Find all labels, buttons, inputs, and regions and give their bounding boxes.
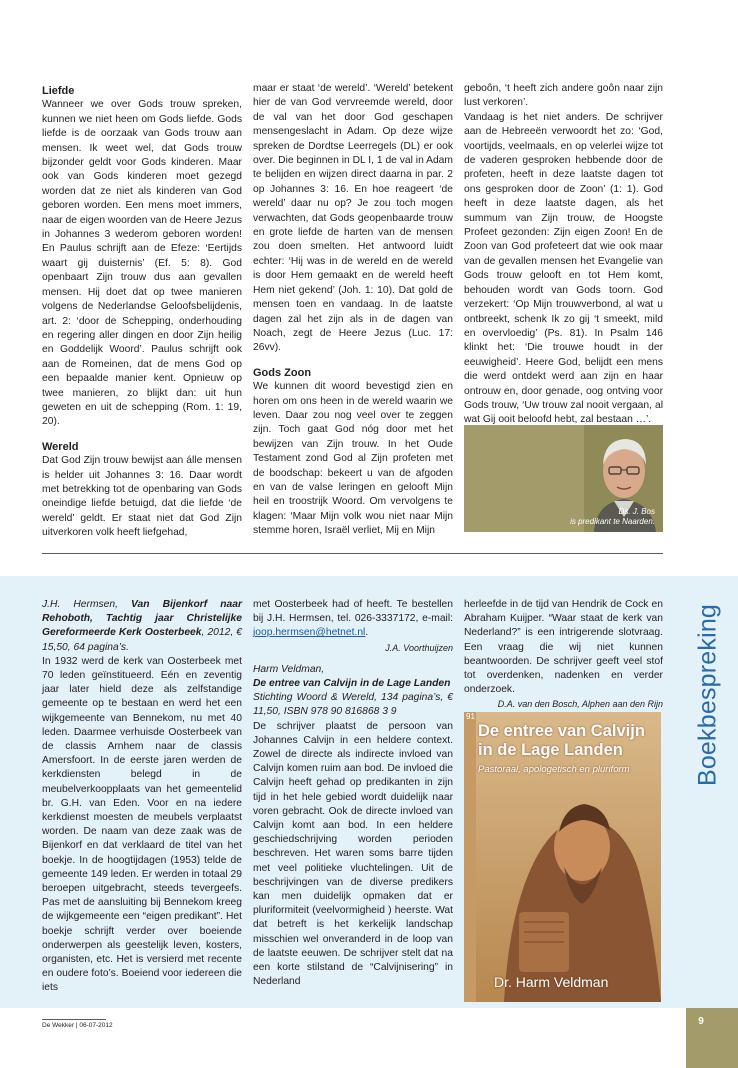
review-1-pubinfo: , 2012, € 15,50, 64 pagina’s. <box>42 627 242 653</box>
article-column-2 <box>253 82 453 539</box>
review-column-2 <box>253 598 453 989</box>
review-2-signature: D.A. van den Bosch, Alphen aan den Rijn <box>497 699 663 710</box>
paragraph-continued: geboôn, ‘t heeft zich andere goôn naar zijn lust verkoren’. <box>464 83 663 109</box>
review-1-signature: J.A. Voorthuijzen <box>385 642 453 653</box>
paragraph-liefde: Wanneer we over Gods trouw spreken, kunnen we niet heen om Gods liefde. Gods liefde is de oorzaak van Gods trouw aan mensen. Ik weet wel, dat Gods trouw bijzonder geldt voor Gods kinderen. Maar ook van Gods kinderen moet gezegd worden dat ze niet als kinderen van God geboren worden. Een mens moet immers, naar de eigen woorden van de Heere Jezus in Johannes 3 wederom geboren worden! En Paulus schrijft aan de Efeze: ‘Eertijds waart gij duisternis’ (Ef. 5: 8). God openbaart Zijn trouw dus aan gevallen mensen. Hij doet dat op twee manieren volgens de Nederlandse Geloofsbelijdenis, art. 2: ‘door de Schepping, onderhouding en regering aller dingen en door Zijn heilig en Goddelijk Woord’. Paulus schrijft ook aan de Romeinen, dat de mens God op een bepaalde manier kent. Opnieuw op twee manieren, zo blijkt dan: uit hun geweten en uit de schepping (Rom. 1: 19, 20). <box>42 99 242 428</box>
review-2-body: De schrijver plaatst de persoon van Johannes Calvijn in een heldere context. Zowel de directe als indirecte invloed van Calvijn komen ruim aan bod. De invloed die Calvijn heeft gehad op predikanten in zijn tijd in het hele gebied wordt duidelijk naar voren gebracht. Ook de directe invloed van Calvijn komt aan bod. In een heldere geschiedschrijving worden perioden beschreven. Het waren soms barre tijden met veel politieke vluchtelingen. Uit de beschrijvingen van de diverse predikers kan men duidelijk opmaken dat er pluriformiteit (veelvormigheid ) heerste. Wat dat betreft is het kerkelijk landschap misschien wel onveranderd in de loop van de laatste eeuwen. De schrijver stelt dat na een korte stilstand de “Calvijnisering” in Nederland <box>253 720 453 988</box>
page-number-box <box>686 1008 738 1068</box>
paragraph-wereld-continued: maar er staat ‘de wereld’. ‘Wereld’ betekent hier de van God vervreemde wereld, door de val van het door God geschapen mensengeslacht in Adam. Op deze wijze spreken de Dordtse Leerregels (DL) er ook over. Die beginnen in DL I, 1 de val in Adam te belijden en wijzen direct daarna in par. 2 op Johannes 3: 16. En hoe reageert ‘de wereld’ daar nu op? Je zou toch mogen verwachten, dat Gods geopenbaarde trouw en grote liefde de harten van de mensen zou doen smelten. Het antwoord luidt echter: ‘Hij was in de wereld en de wereld is door Hem gemaakt en de wereld heeft Hem niet gekend’ (Joh. 1: 10). Dat gold de mensen toen en vandaag. In de laatste dagen zal het zijn als in de dagen van Noach, zegt de Heere Jezus (Luc. 17: 26vv). <box>253 83 453 354</box>
heading-gods-zoon: Gods Zoon <box>253 366 312 379</box>
review-1-title: Van Bijenkorf naar Rehoboth, Tachtig jaar Christelijke Gereformeerde Kerk Oosterbeek <box>42 599 242 639</box>
review-1-heading <box>42 598 242 655</box>
review-column-1 <box>42 598 242 996</box>
review-2-body-continued: herleefde in de tijd van Hendrik de Cock en Abraham Kuijper. “Waar staat de kerk van Nederland?” is een intrigerende slotvraag. Een vraag die wij niet kunnen beantwoorden. De schrijver geeft veel stof tot overdenken, nadenken en verder onderzoek. <box>464 599 663 696</box>
article-column-3 <box>464 82 663 428</box>
review-1-order-end: . <box>365 627 369 639</box>
page-number: 9 <box>698 1016 704 1027</box>
review-2-author: Harm Veldman, <box>253 663 325 675</box>
book-cover-title: De entree van Calvijn in de Lage Landen <box>478 722 645 759</box>
photo-caption <box>570 507 655 527</box>
book-cover-author: Dr. Harm Veldman <box>494 974 609 990</box>
book-cover <box>464 712 661 1002</box>
heading-wereld: Wereld <box>42 440 79 453</box>
section-label-text: Boekbespreking <box>693 603 722 787</box>
review-1-body: In 1932 werd de kerk van Oosterbeek met 70 leden geïnstitueerd. Eén en zeventig jaar later hield deze als zelfstandige gemeente op te bestaan en werd het een wijkgemeente van Bennekom, nu met 40 leden. Daarmee verhuisde Oosterbeek van de classis Arnhem naar de classis Amersfoort. In de eerste jaren werden de kerkdiensten belegd in de meubelverkoopplaats van het gemeentelid br. G.H. van Eden. Voor en na iedere kerkdienst moesten de meubels verplaatst worden. De naam van deze zaak was de Bijenkorf en dat verklaard de titel van het boekje. In de hoogtijdagen (1953) telde de gemeente 149 leden. Er werden in totaal 29 beroepen uitgebracht, steeds tevergeefs. Pas met de aansluiting bij Bennekom kreeg de wijkgemeente een “eigen predikant”. Het boekje schrijft verder over boeiende onderwerpen als geestelijk leven, kosters, organisten, etc. Het is versierd met recente en oudere foto’s. Boeiend voor iedereen die iets <box>42 655 242 994</box>
footer-publication: De Wekker | 06-07-2012 <box>42 1022 113 1029</box>
review-2-pubinfo: Stichting Woord & Wereld, 134 pagina’s, € 11,50, ISBN 978 90 816868 3 9 <box>253 692 453 718</box>
book-series-number: 91 <box>466 712 475 721</box>
review-2-title: De entree van Calvijn in de Lage Landen <box>253 678 451 690</box>
footer-divider <box>42 1019 106 1020</box>
photo-caption-role: is predikant te Naarden. <box>570 517 655 526</box>
review-column-3 <box>464 598 663 712</box>
photo-caption-name: Ds. J. Bos <box>618 507 655 516</box>
heading-liefde: Liefde <box>42 85 75 97</box>
paragraph-hebreeen: Vandaag is het niet anders. De schrijver aan de Hebreeën verwoordt het zo: ‘God, voortijds, veelmaals, en op velerlei wijze tot de vaderen gesproken hebbende door de profeten, heeft in deze laatste dagen tot ons gesproken door de Zoon’ (1: 1). God heeft in deze laatste dagen, als het summum van Zijn trouw, de Hoogste Profeet gezonden: Zijn eigen Zoon! En de Zoon van God profeteert dat wie ook maar van de gevallen mensen het Evangelie van Gods trouw gelooft en tot Hem komt, behouden wordt van Gods toorn. God verzekert: ‘Op Mijn trouwverbond, al wat u ontbreekt, schenk Ik zo gij ‘t smeekt, mild en overvloedig’ (Ps. 81). In Psalm 146 klinkt het: ‘Die trouwe houdt in der eeuwigheid’. Heere God, belijdt een mens die werd ontdekt werd aan zijn en haar ontrouw en, door genade, oog ontving voor Gods trouw, ‘Uw trouw zal nooit vergaan, al wat Gij ooit beloofd hebt, zal bestaan …’. <box>464 111 663 426</box>
author-photo-box <box>464 425 663 532</box>
book-cover-subtitle: Pastoraal, apologetisch en pluriform <box>478 764 630 775</box>
email-link[interactable]: joop.hermsen@hetnet.nl <box>253 627 366 639</box>
paragraph-wereld: Dat God Zijn trouw bewijst aan álle mensen is helder uit Johannes 3: 16. Daar wordt met betrekking tot de openbaring van Gods oneindige liefde betuigd, dat die liefde ‘de wereld’ geldt. Er staat niet dat God Zijn uitverkoren volk heeft liefgehad, <box>42 455 242 539</box>
paragraph-gods-zoon: We kunnen dit woord bevestigd zien en horen om ons heen in de wereld waarin we leven. Daar zou nog veel over te zeggen zijn. Toch gaat God nóg door met het bewijzen van Zijn trouw. In het Oude Testament zond God al Zijn profeten met de boodschap: bekeert u van de afgoden en van de valse leringen en gelooft Mijn heil en troostrijk Woord. Om vervolgens te klagen: ‘Maar Mijn volk wou niet naar Mijn stemme horen, Israël verliet, Mij en Mijn <box>253 381 453 537</box>
section-divider <box>42 553 663 554</box>
section-label <box>685 592 731 798</box>
review-1-author: J.H. Hermsen, <box>42 599 132 610</box>
review-1-body-continued <box>253 598 453 641</box>
article-column-1 <box>42 84 242 541</box>
review-1-order-info: met Oosterbeek had of heeft. Te bestellen bij J.H. Hermsen, tel. 026-3337172, e-mail: <box>253 599 453 625</box>
